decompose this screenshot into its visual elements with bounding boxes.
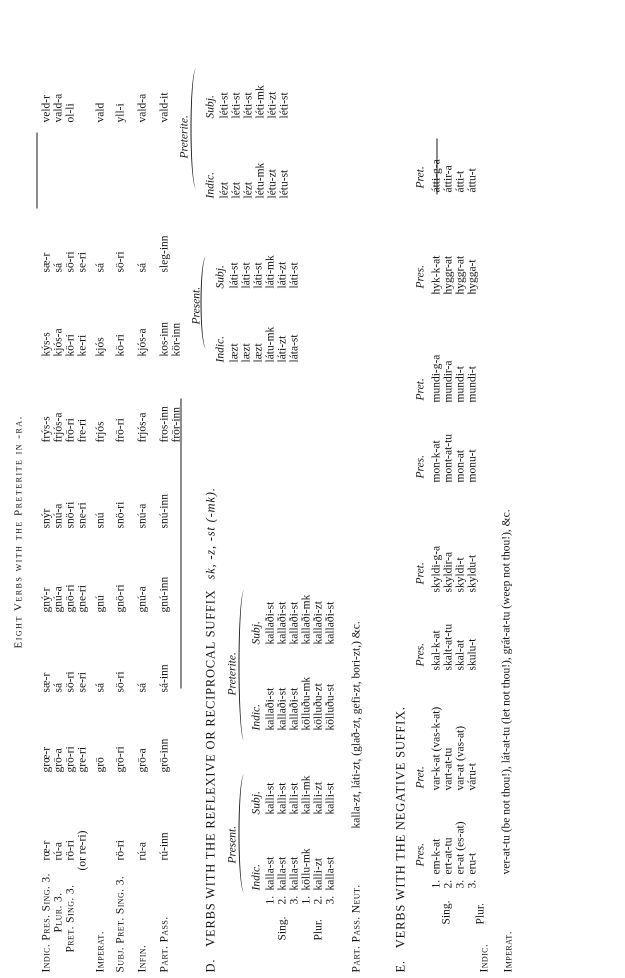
- eight-col4-r1: snú-a: [52, 503, 64, 528]
- eight-col7-r3: se-ri: [76, 251, 88, 272]
- e-c1-r0: var-k-at (vas-k-at): [430, 706, 442, 790]
- e-c5-r1: mundir-a: [442, 360, 454, 402]
- e-c5-r2: mundi-t: [454, 365, 466, 402]
- e-c0-r2: er-at (es-at): [454, 820, 466, 874]
- eight-col8-r1: vald-a: [52, 93, 64, 122]
- d-pret-subj-0: kallaði-st: [264, 601, 276, 644]
- d-person-5: 3.: [324, 895, 336, 904]
- eight-col3-r4: gnú: [94, 594, 106, 612]
- eight-col4-r5: snö-ri: [114, 501, 126, 528]
- e-c6-r1: hyggr-at: [442, 255, 454, 294]
- eight-col2-r0: sæ-r: [40, 672, 52, 692]
- right-pret-indic-header: Indic.: [204, 171, 216, 198]
- e-c2-r3: skulu-t: [466, 638, 478, 670]
- eight-col5-r0: frýs-s: [40, 415, 52, 442]
- d-pres-subj-4: kalli-zt: [312, 781, 324, 814]
- eight-col0-r2: rö-ri: [64, 839, 76, 860]
- d-pres-indic-4: kalli-zt: [312, 857, 324, 890]
- section-d-title: VERBS WITH THE REFLEXIVE OR RECIPROCAL SUFFIX: [203, 588, 217, 947]
- d-pres-indic-header: Indic.: [250, 863, 262, 890]
- eight-col2-r5: sö-ri: [114, 670, 126, 692]
- d-present-header: Present.: [226, 825, 238, 863]
- small-subj-5: láti-st: [288, 261, 300, 288]
- eight-col6-r1: kjós-a: [52, 327, 64, 356]
- small-indic-4: láti-zt: [276, 335, 288, 362]
- e-c7-r2: átti-t: [454, 170, 466, 192]
- eight-col4-r2: snö-ri: [64, 501, 76, 528]
- small-subj-0: láti-st: [228, 261, 240, 288]
- right-pret-subj-header: Subj.: [204, 94, 216, 118]
- eight-col7-r4: sá: [94, 262, 106, 272]
- small-indic-2: læzt: [252, 342, 264, 362]
- e-person-2: 3.: [454, 879, 466, 888]
- eight-col4-r4: snú: [94, 512, 106, 528]
- small-indic-3: látu-mk: [264, 326, 276, 362]
- e-person-3: 3.: [466, 879, 478, 888]
- eight-col8-r0: veld-r: [40, 94, 52, 122]
- eight-col4-r6: snú-a: [136, 503, 148, 528]
- e-col-header-1: Pret.: [414, 765, 426, 788]
- e-c7-r0: átti-g-a: [430, 158, 442, 192]
- eight-col5-r3: fre-ri: [76, 418, 88, 442]
- eight-col4-r7: snú-inn: [158, 493, 170, 528]
- d-pret-subj-1: kallaði-st: [276, 601, 288, 644]
- eight-col3-r1: gnú-a: [52, 585, 64, 612]
- right-indic-3: létu-mk: [254, 162, 266, 198]
- eight-col0-r6: rú-a: [136, 841, 148, 860]
- d-pres-subj-5: kalli-st: [324, 782, 336, 814]
- e-imperat-text: ver-at-tu (be not thou!), lát-at-tu (let not thou!), grát-at-tu (weep not thou!), &c.: [500, 508, 512, 874]
- d-pret-indic-1: kallaði-st: [276, 687, 288, 730]
- row-label-infin: Infin.: [136, 944, 148, 972]
- eight-col5-r1: frjós-a: [52, 411, 64, 442]
- eight-col0-r5: rö-ri: [114, 839, 126, 860]
- d-person-0: 1.: [264, 895, 276, 904]
- eight-col6-r7: kos-inn: [158, 321, 170, 356]
- e-col-header-0: Pres.: [414, 842, 426, 866]
- d-pres-indic-2: kalla-st: [288, 856, 300, 890]
- e-c2-r0: skal-k-at: [430, 629, 442, 670]
- d-pret-subj-2: kallaði-st: [288, 601, 300, 644]
- eight-col4-r3: sne-ri: [76, 501, 88, 528]
- d-part-text: kalla-zt, láti-zt, (glað-zt, gefi-zt, bori-zt,) &c.: [350, 620, 362, 828]
- eight-col7-r2: sö-ri: [64, 250, 76, 272]
- eight-col1-r6: grö-a: [136, 747, 148, 772]
- section-d-letter: D.: [203, 958, 217, 972]
- e-col-header-3: Pret.: [414, 561, 426, 584]
- right-indic-1: lézt: [230, 181, 242, 198]
- eight-col3-r2: gnö-ri: [64, 583, 76, 612]
- section-e-letter: E.: [393, 959, 407, 972]
- eight-rule-upper: [36, 132, 37, 208]
- d-pres-indic-0: kalla-st: [264, 856, 276, 890]
- d-pres-subj-header: Subj.: [250, 790, 262, 814]
- e-plur-label: Plur.: [474, 902, 486, 924]
- e-c4-r1: mont-at-tu: [442, 433, 454, 482]
- section-d-suffix: sk, -z, -st (-mk).: [203, 486, 217, 580]
- eight-col2-r2: sö-ri: [64, 670, 76, 692]
- eight-col8-r5: yll-i: [114, 102, 126, 122]
- right-indic-2: lézt: [242, 181, 254, 198]
- eight-col7-r7: sleg-inn: [158, 234, 170, 272]
- eight-col3-r7: gnú-inn: [158, 576, 170, 612]
- eight-col6-r6: kjós-a: [136, 327, 148, 356]
- eight-col6-r3: ke-ri: [76, 334, 88, 356]
- row-label-subj-pret: Subj. Pret. Sing. 3.: [114, 875, 126, 972]
- eight-col1-r7: grö-inn: [158, 738, 170, 772]
- eight-col8-r2: ol-li: [64, 102, 76, 122]
- d-pret-indic-header: Indic.: [250, 703, 262, 730]
- e-person-1: 2.: [442, 879, 454, 888]
- eight-col3-r6: gnú-a: [136, 585, 148, 612]
- right-subj-1: léti-st: [230, 91, 242, 118]
- eight-col5-r4: frjós: [94, 420, 106, 442]
- eight-col1-r1: grö-a: [52, 747, 64, 772]
- small-present-subj-header: Subj.: [214, 264, 226, 288]
- small-subj-3: láti-mk: [264, 254, 276, 288]
- eight-col3-r5: gnö-ri: [114, 583, 126, 612]
- d-pret-subj-3: kallaði-mk: [300, 594, 312, 644]
- right-subj-2: léti-st: [242, 91, 254, 118]
- e-c5-r3: mundi-t: [466, 365, 478, 402]
- e-c4-r0: mon-k-at: [430, 439, 442, 482]
- eight-col1-r4: grö: [94, 756, 106, 772]
- e-indic-label: Indic.: [478, 943, 490, 972]
- d-pres-subj-0: kalli-st: [264, 782, 276, 814]
- eight-col3-r0: gný-r: [40, 587, 52, 612]
- small-indic-1: læzt: [240, 342, 252, 362]
- eight-col6-r4: kjós: [94, 336, 106, 356]
- e-c0-r1: ert-at-tu: [442, 836, 454, 874]
- eight-rule-lower: [180, 398, 181, 688]
- eight-col0-r0: rœ-r: [40, 840, 52, 860]
- e-imperat-label: Imperat.: [502, 930, 514, 972]
- small-subj-4: láti-zt: [276, 261, 288, 288]
- d-plur-label: Plur.: [312, 918, 324, 940]
- right-subj-4: léti-zt: [266, 91, 278, 118]
- d-pret-subj-4: kallaði-zt: [312, 600, 324, 644]
- right-preterite-header: Preterite.: [178, 114, 190, 158]
- e-c6-r0: hyk-k-at: [430, 255, 442, 294]
- eight-col7-r6: sá: [136, 262, 148, 272]
- d-present-brace: [238, 774, 249, 892]
- e-c2-r1: skalt-at-tu: [442, 623, 454, 670]
- e-c7-r1: áttir-a: [442, 164, 454, 192]
- d-pres-subj-1: kalli-st: [276, 782, 288, 814]
- eight-col0-r3: (or re-ri): [76, 830, 88, 870]
- e-c3-r0: skyldi-g-a: [430, 545, 442, 592]
- small-indic-5: láta-st: [288, 333, 300, 362]
- e-c1-r1: vart-at-tu: [442, 747, 454, 790]
- eight-col8-r6: vald-a: [136, 93, 148, 122]
- section-d-heading: [204, 487, 216, 972]
- d-person-4: 2.: [312, 895, 324, 904]
- eight-col3-r3: gne-ri: [76, 584, 88, 612]
- eight-col1-r3: gre-ri: [76, 746, 88, 772]
- eight-col2-r6: sá: [136, 682, 148, 692]
- right-preterite-brace: [190, 68, 201, 188]
- d-person-2: 3.: [288, 895, 300, 904]
- e-col-header-6: Pres.: [414, 264, 426, 288]
- e-c3-r3: skyldu-t: [466, 554, 478, 592]
- eight-col5-r5: frö-ri: [114, 417, 126, 442]
- eight-col2-r4: sá: [94, 682, 106, 692]
- eight-col8-r4: vald: [94, 102, 106, 122]
- e-c0-r3: eru-t: [466, 852, 478, 874]
- small-subj-2: láti-st: [252, 261, 264, 288]
- small-present-brace: [200, 256, 211, 348]
- small-present-indic-header: Indic.: [214, 335, 226, 362]
- e-c1-r2: var-at (vas-at): [454, 725, 466, 790]
- e-col-header-5: Pret.: [414, 377, 426, 400]
- e-person-0: 1.: [430, 879, 442, 888]
- e-c2-r2: skal-at: [454, 639, 466, 670]
- section-e-heading: [394, 706, 406, 972]
- small-subj-1: láti-st: [240, 261, 252, 288]
- e-c6-r3: hygga-t: [466, 258, 478, 294]
- eight-col5-r2: frö-ri: [64, 417, 76, 442]
- right-subj-0: léti-st: [218, 91, 230, 118]
- eight-col5-r6: frjós-a: [136, 411, 148, 442]
- eight-col5-r7: fros-inn: [158, 405, 170, 442]
- right-subj-3: léti-mk: [254, 84, 266, 118]
- eight-col1-r2: grö-ri: [64, 745, 76, 772]
- right-indic-5: létu-st: [278, 169, 290, 198]
- eight-verbs-title: Eight Verbs with the Preterite in -ra.: [12, 414, 24, 648]
- eight-col0-r1: rú-a: [52, 841, 64, 860]
- d-preterite-header: Preterite.: [226, 651, 238, 695]
- small-present-header: Present.: [190, 286, 202, 324]
- d-person-1: 2.: [276, 895, 288, 904]
- d-sing-label: Sing.: [276, 916, 288, 940]
- e-c6-r2: hyggr-at: [454, 255, 466, 294]
- eight-col2-r7: sá-inn: [158, 663, 170, 692]
- e-c7-r3: áttu-t: [466, 167, 478, 192]
- eight-col7-r0: sæ-r: [40, 252, 52, 272]
- d-pret-indic-5: kölluðu-st: [324, 683, 336, 730]
- e-c5-r0: mundi-g-a: [430, 354, 442, 402]
- d-pres-indic-3: köllu-mk: [300, 847, 312, 890]
- eight-col7-r5: sö-ri: [114, 250, 126, 272]
- d-pres-indic-5: kalla-st: [324, 856, 336, 890]
- e-c0-r0: em-k-at: [430, 838, 442, 874]
- e-sing-label: Sing.: [440, 900, 452, 924]
- eight-col7-r1: sá: [52, 262, 64, 272]
- e-c4-r2: mon-at: [454, 449, 466, 482]
- right-indic-4: létu-zt: [266, 168, 278, 198]
- e-c3-r2: skyldi-t: [454, 556, 466, 592]
- e-c1-r3: váru-t: [466, 762, 478, 790]
- d-pret-indic-0: kallaði-st: [264, 687, 276, 730]
- d-pres-subj-2: kalli-st: [288, 782, 300, 814]
- d-pret-indic-2: kallaði-st: [288, 687, 300, 730]
- row-label-plur: Plur. 3.: [52, 892, 64, 932]
- eight-col5-r8: frör-inn: [170, 406, 182, 442]
- d-preterite-brace: [238, 590, 249, 740]
- d-pret-subj-header: Subj.: [250, 620, 262, 644]
- d-pret-subj-5: kallaði-st: [324, 601, 336, 644]
- d-pret-indic-3: kölluðu-mk: [300, 676, 312, 730]
- row-label-indic-pres: Indic. Pres. Sing. 3.: [40, 872, 52, 972]
- eight-col8-r7: vald-it: [158, 91, 170, 122]
- eight-col4-r0: snýr: [40, 508, 52, 528]
- right-subj-5: léti-st: [278, 91, 290, 118]
- eight-col0-r7: rú-inn: [158, 831, 170, 860]
- d-pres-subj-3: kalli-mk: [300, 775, 312, 814]
- eight-col6-r2: kö-ri: [64, 333, 76, 356]
- right-indic-0: lézt: [218, 181, 230, 198]
- section-e-title: VERBS WITH THE NEGATIVE SUFFIX.: [393, 705, 407, 948]
- eight-col6-r5: kö-ri: [114, 333, 126, 356]
- small-indic-0: læzt: [228, 342, 240, 362]
- eight-col6-r8: kör-inn: [170, 322, 182, 356]
- row-label-part-pass: Part. Pass.: [158, 915, 170, 972]
- eight-col1-r5: grö-ri: [114, 745, 126, 772]
- d-part-label: Part. Pass. Neut.: [350, 883, 362, 972]
- d-pret-indic-4: kölluðu-zt: [312, 682, 324, 730]
- eight-col1-r0: grœ-r: [40, 746, 52, 772]
- eight-col2-r3: se-ri: [76, 671, 88, 692]
- e-col-header-7: Pret.: [414, 165, 426, 188]
- e-c3-r1: skyldir-a: [442, 551, 454, 592]
- d-pres-indic-1: kalla-st: [276, 856, 288, 890]
- row-label-imperat: Imperat.: [94, 930, 106, 972]
- eight-col6-r0: kýs-s: [40, 331, 52, 356]
- e-c4-r3: monu-t: [466, 448, 478, 482]
- d-person-3: 1.: [300, 895, 312, 904]
- row-label-pret-sing: Pret. Sing. 3.: [64, 884, 76, 952]
- eight-col2-r1: sá: [52, 682, 64, 692]
- e-col-header-2: Pres.: [414, 642, 426, 666]
- e-col-header-4: Pres.: [414, 454, 426, 478]
